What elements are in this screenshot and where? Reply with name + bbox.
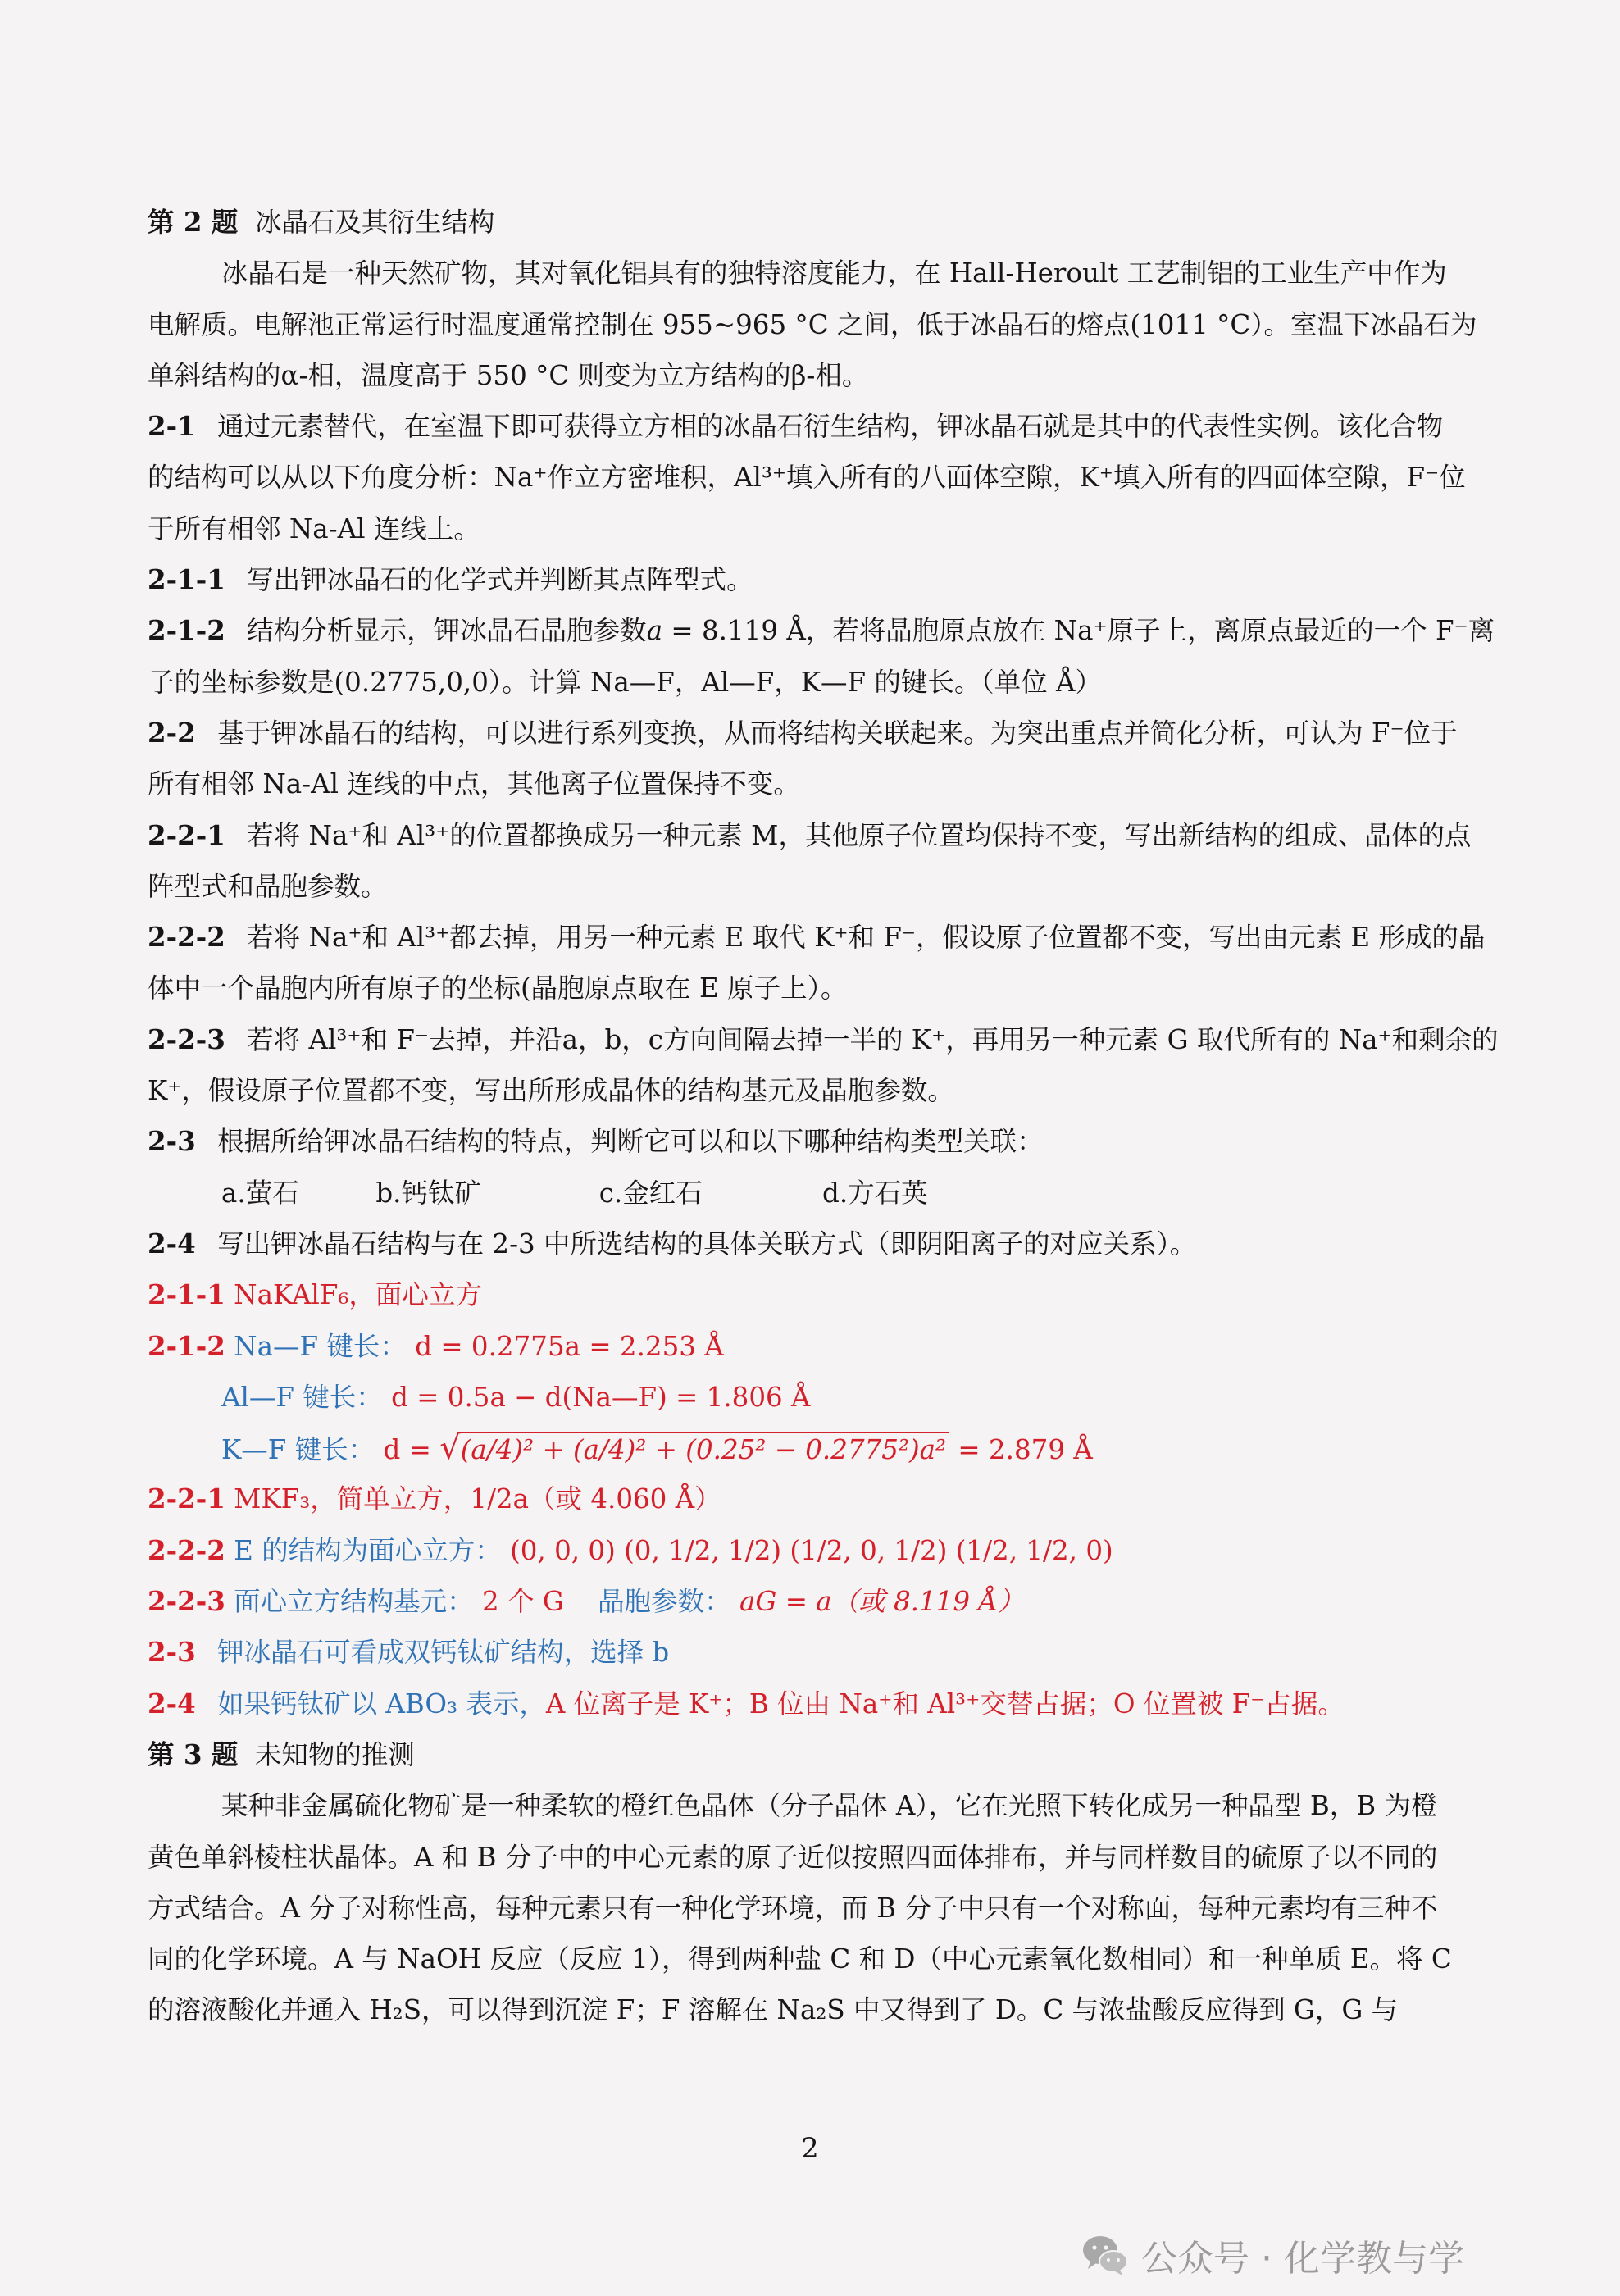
answer-prefix: Al—F 键长：: [221, 1381, 383, 1413]
q2-2-1-line: [148, 810, 1477, 861]
var-a: a: [646, 615, 663, 647]
q2-1-label: 2-1: [148, 410, 196, 443]
q2-3-line: [148, 1116, 1477, 1167]
q2-2-1-label: 2-2-1: [148, 818, 225, 851]
q2-1-line: 的结构可以从以下角度分析：Na⁺作立方密堆积，Al³⁺填入所有的八面体空隙，K⁺填入所有的四面体空隙，F⁻位: [148, 462, 1466, 494]
answer-param-prefix: 晶胞参数：: [598, 1586, 731, 1618]
q3-number: 第 3 题: [148, 1738, 239, 1770]
option-c: c.金红石: [598, 1177, 703, 1209]
answer-text: A 位离子是 K⁺；B 位由 Na⁺和 Al³⁺交替占据；O 位置被 F⁻占据。: [545, 1688, 1345, 1720]
q3-line: 同的化学环境。A 与 NaOH 反应（反应 1），得到两种盐 C 和 D（中心元素氧化数相同）和一种单质 E。将 C: [148, 1943, 1452, 1975]
q2-3-label: 2-3: [148, 1125, 196, 1158]
answer-coords: (0, 0, 0) (0, 1/2, 1/2) (1/2, 0, 1/2) (1/2, 1/2, 0): [510, 1534, 1113, 1566]
answer-label: 2-2-2: [148, 1533, 225, 1566]
q2-4-text: 写出钾冰晶石结构与在 2-3 中所选结构的具体关联方式（即阴阳离子的对应关系）。: [217, 1228, 1197, 1260]
q2-2-1-line: 阵型式和晶胞参数。: [148, 870, 388, 902]
q2-2-3-text: 若将 Al³⁺和 F⁻去掉，并沿a，b，c方向间隔去掉一半的 K⁺，再用另一种元素 G 取代所有的 Na⁺和剩余的: [247, 1023, 1499, 1055]
q2-intro-line: 电解质。电解池正常运行时温度通常控制在 955~965 °C 之间，低于冰晶石的熔点(1011 °C）。室温下冰晶石为: [148, 308, 1477, 340]
answer-2-1-2-k: [148, 1423, 1477, 1474]
q2-2-1-text: 若将 Na⁺和 Al³⁺的位置都换成另一种元素 M，其他原子位置均保持不变，写出新结构的组成、晶体的点: [247, 819, 1472, 851]
answer-equation: d = 0.2775a = 2.253 Å: [415, 1330, 724, 1362]
q2-1-1-line: [148, 554, 1477, 605]
answer-label: 2-1-2: [148, 1329, 225, 1362]
q2-2-line: [148, 708, 1477, 758]
sqrt-radicand: (a/4)² + (a/4)² + (0.25² − 0.2775²)a²: [457, 1432, 949, 1466]
answer-eq-start: d =: [383, 1434, 440, 1466]
q2-2-text: 基于钾冰晶石的结构，可以进行系列变换，从而将结构关联起来。为突出重点并简化分析，可认为 F⁻位于: [217, 717, 1458, 749]
q2-1-2-text: 结构分析显示，钾冰晶石晶胞参数: [247, 615, 647, 647]
answer-2-1-2: [148, 1321, 1477, 1372]
option-a: a.萤石: [221, 1177, 299, 1209]
q2-2-line: 所有相邻 Na-Al 连线的中点，其他离子位置保持不变。: [148, 768, 800, 800]
q2-2-3-line: [148, 1014, 1499, 1065]
q2-2-2-label: 2-2-2: [148, 921, 225, 954]
answer-prefix: 如果钙钛矿以 ABO₃ 表示，: [217, 1688, 546, 1720]
q3-line: 的溶液酸化并通入 H₂S，可以得到沉淀 F；F 溶解在 Na₂S 中又得到了 D。C 与浓盐酸反应得到 G，G 与: [148, 1994, 1399, 2026]
q2-2-2-text: 若将 Na⁺和 Al³⁺都去掉，用另一种元素 E 取代 K⁺和 F⁻，假设原子位置都不变，写出由元素 E 形成的晶: [247, 922, 1486, 954]
q2-1-line: [148, 401, 1477, 452]
answer-2-1-1: [148, 1269, 1477, 1320]
answer-2-2-2: [148, 1525, 1477, 1576]
q2-title: [148, 197, 1477, 248]
q2-1-text: 通过元素替代，在室温下即可获得立方相的冰晶石衍生结构，钾冰晶石就是其中的代表性实例。该化合物: [217, 411, 1444, 443]
answer-text: 钾冰晶石可看成双钙钛矿结构，选择 b: [217, 1637, 670, 1669]
q2-2-3-line: K⁺，假设原子位置都不变，写出所形成晶体的结构基元及晶胞参数。: [148, 1075, 954, 1107]
q2-4-label: 2-4: [148, 1227, 196, 1260]
q2-2-label: 2-2: [148, 716, 196, 749]
sqrt-symbol: √: [439, 1429, 461, 1468]
answer-prefix: K—F 键长：: [221, 1434, 375, 1466]
watermark: [1081, 2230, 1464, 2280]
answer-2-2-1: [148, 1474, 1477, 1524]
answer-g: 2 个 G: [482, 1586, 564, 1618]
answer-2-2-3: [148, 1576, 1477, 1627]
answer-label: 2-1-1: [148, 1278, 225, 1311]
option-d: d.方石英: [822, 1177, 928, 1209]
q2-1-1-text: 写出钾冰晶石的化学式并判断其点阵型式。: [247, 564, 753, 596]
answer-text: NaKAlF₆，面心立方: [234, 1279, 482, 1311]
q2-1-2-line: [148, 605, 1495, 656]
q2-2-2-line: [148, 912, 1486, 963]
q3-title: [148, 1729, 1477, 1780]
q2-1-2-text: = 8.119 Å，若将晶胞原点放在 Na⁺原子上，离原点最近的一个 F⁻离: [662, 615, 1495, 647]
q2-title-text: 冰晶石及其衍生结构: [254, 207, 495, 238]
q2-1-line: 于所有相邻 Na-Al 连线上。: [148, 512, 480, 544]
q2-number: 第 2 题: [148, 206, 239, 238]
watermark-text: 公众号 · 化学教与学: [1141, 2238, 1464, 2280]
q2-3-options: [148, 1168, 1477, 1219]
q2-3-text: 根据所给钾冰晶石结构的特点，判断它可以和以下哪种结构类型关联：: [217, 1126, 1044, 1158]
q2-intro-line: 单斜结构的α-相，温度高于 550 °C 则变为立方结构的β-相。: [148, 359, 869, 391]
answer-2-3: [148, 1627, 1477, 1678]
answer-eq-end: = 2.879 Å: [949, 1434, 1093, 1466]
q2-1-2-line: 子的坐标参数是(0.2775,0,0）。计算 Na—F，Al—F，K—F 的键长。（单位 Å）: [148, 666, 1102, 698]
answer-text: MKF₃，简单立方，1/2a（或 4.060 Å）: [234, 1483, 721, 1515]
wechat-icon: [1081, 2232, 1130, 2278]
answer-prefix: Na—F 键长：: [234, 1330, 407, 1362]
answer-2-1-2-al: [148, 1372, 1477, 1423]
answer-prefix: E 的结构为面心立方：: [234, 1534, 502, 1566]
answer-equation: d = 0.5a − d(Na—F) = 1.806 Å: [391, 1381, 811, 1413]
option-b: b.钙钛矿: [375, 1177, 481, 1209]
answer-label: 2-3: [148, 1636, 196, 1669]
answer-param: aG = a（或 8.119 Å）: [739, 1586, 1025, 1618]
answer-label: 2-2-3: [148, 1585, 225, 1618]
answer-label: 2-2-1: [148, 1483, 225, 1515]
q2-2-3-label: 2-2-3: [148, 1023, 225, 1055]
q3-line: 方式结合。A 分子对称性高，每种元素只有一种化学环境，而 B 分子中只有一个对称面，每种元素均有三种不: [148, 1892, 1438, 1924]
q2-1-2-label: 2-1-2: [148, 614, 225, 647]
q2-intro-line: 冰晶石是一种天然矿物，其对氧化铝具有的独特溶度能力，在 Hall-Heroult 工艺制铝的工业生产中作为: [221, 257, 1447, 289]
answer-prefix: 面心立方结构基元：: [234, 1586, 474, 1618]
q3-line: 黄色单斜棱柱状晶体。A 和 B 分子中的中心元素的原子近似按照四面体排布，并与同样数目的硫原子以不同的: [148, 1841, 1438, 1873]
answer-label: 2-4: [148, 1687, 196, 1720]
answer-2-4: [148, 1679, 1477, 1729]
q3-title-text: 未知物的推测: [254, 1738, 415, 1770]
page-number: 2: [801, 2132, 819, 2165]
q2-2-2-line: 体中一个晶胞内所有原子的坐标(晶胞原点取在 E 原子上）。: [148, 973, 848, 1004]
q3-line: 某种非金属硫化物矿是一种柔软的橙红色晶体（分子晶体 A），它在光照下转化成另一种晶型 B，B 为橙: [221, 1790, 1438, 1822]
answer-equation: [383, 1429, 1093, 1468]
q2-1-1-label: 2-1-1: [148, 563, 225, 596]
q2-4-line: [148, 1219, 1477, 1269]
page-content: [148, 197, 1499, 2036]
